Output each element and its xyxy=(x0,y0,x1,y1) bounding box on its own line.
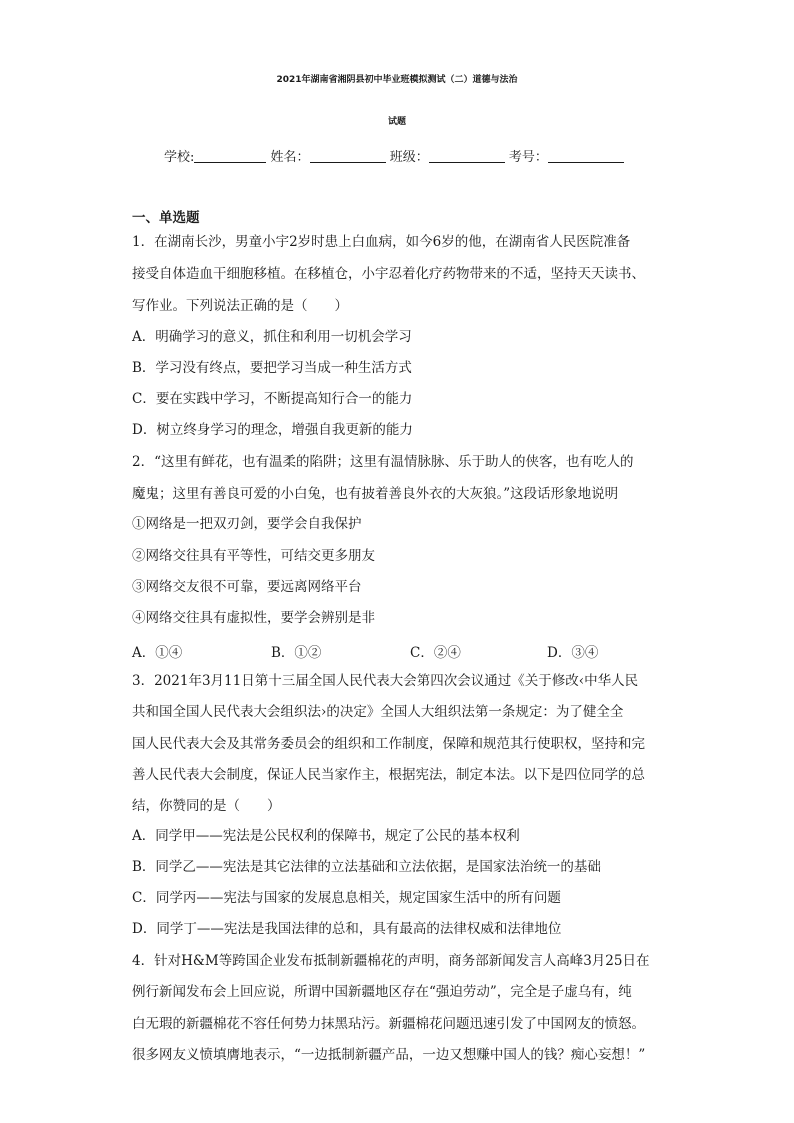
exam-title-continued: 试题 xyxy=(387,117,406,127)
student-info-row xyxy=(164,146,624,165)
q3-option-c[interactable]: C．同学丙——宪法与国家的发展息息相关，规定国家生活中的所有问题 xyxy=(132,890,561,906)
q2-statement-3: ③网络交友很不可靠，要远离网络平台 xyxy=(132,579,362,595)
q3-option-a[interactable]: A．同学甲——宪法是公民权利的保障书，规定了公民的基本权利 xyxy=(132,828,520,844)
q3-stem-line: 国人民代表大会及其常务委员会的组织和工作制度，保障和规范其行使职权，坚持和完 xyxy=(132,736,645,752)
q3-option-b[interactable]: B．同学乙——宪法是其它法律的立法基础和立法依据，是国家法治统一的基础 xyxy=(132,859,601,875)
q2-stem-line: 2．“这里有鲜花，也有温柔的陷阱；这里有温情脉脉、乐于助人的侠客，也有吃人的 xyxy=(132,454,634,470)
q3-stem-line: 结，你赞同的是（ ） xyxy=(132,798,281,814)
q2-statement-2: ②网络交往具有平等性，可结交更多朋友 xyxy=(132,548,375,564)
q4-stem-line: 例行新闻发布会上回应说，所谓中国新疆地区存在“强迫劳动”，完全是子虚乌有，纯 xyxy=(132,984,632,1000)
q2-stem-line: 魔鬼；这里有善良可爱的小白兔，也有披着善良外衣的大灰狼。”这段话形象地说明 xyxy=(132,486,619,502)
school-label: 学校: xyxy=(164,150,195,165)
school-blank[interactable] xyxy=(194,150,266,163)
q3-stem-line: 3．2021年3月11日第十三届全国人民代表大会第四次会议通过《关于修改‹中华人民 xyxy=(132,673,639,689)
class-label: 班级： xyxy=(389,150,429,165)
exam-no-label: 考号： xyxy=(508,150,548,165)
q2-option-c[interactable]: C．②④ xyxy=(410,645,461,661)
q3-stem-line: 共和国全国人民代表大会组织法›的决定》全国人大组织法第一条规定：为了健全全 xyxy=(132,704,624,720)
q2-option-a[interactable]: A．①④ xyxy=(132,645,183,661)
q4-stem-line: 4．针对H&M等跨国企业发布抵制新疆棉花的声明，商务部新闻发言人高峰3月25日在 xyxy=(132,953,650,969)
q2-option-d[interactable]: D．③④ xyxy=(547,645,599,661)
name-label: 姓名： xyxy=(270,150,310,165)
q1-stem-line: 接受自体造血干细胞移植。在移植仓，小宇忍着化疗药物带来的不适，坚持天天读书、 xyxy=(132,266,645,282)
name-blank[interactable] xyxy=(310,150,386,163)
q3-option-d[interactable]: D．同学丁——宪法是我国法律的总和，具有最高的法律权威和法律地位 xyxy=(132,921,562,937)
q1-option-c[interactable]: C．要在实践中学习，不断提高知行合一的能力 xyxy=(132,391,413,407)
class-blank[interactable] xyxy=(429,150,505,163)
q2-statement-1: ①网络是一把双刃剑，要学会自我保护 xyxy=(132,516,362,532)
q1-stem-line: 1．在湖南长沙，男童小宇2岁时患上白血病，如今6岁的他，在湖南省人民医院准备 xyxy=(132,234,631,250)
exam-title: 2021年湖南省湘阴县初中毕业班模拟测试（二）道德与法治 xyxy=(276,75,518,85)
q2-option-b[interactable]: B．①② xyxy=(271,645,322,661)
q2-statement-4: ④网络交往具有虚拟性，要学会辨别是非 xyxy=(132,610,375,626)
q4-stem-line: 很多网友义愤填膺地表示，“一边抵制新疆产品，一边又想赚中国人的钱？痴心妄想！” xyxy=(132,1047,646,1063)
exam-no-blank[interactable] xyxy=(548,150,624,163)
q4-stem-line: 白无瑕的新疆棉花不容任何势力抹黑玷污。新疆棉花问题迅速引发了中国网友的愤怒。 xyxy=(132,1016,645,1032)
q1-option-a[interactable]: A．明确学习的意义，抓住和利用一切机会学习 xyxy=(132,329,412,345)
q1-stem-line: 写作业。下列说法正确的是（ ） xyxy=(132,298,348,314)
q1-option-b[interactable]: B．学习没有终点，要把学习当成一种生活方式 xyxy=(132,360,412,376)
q3-stem-line: 善人民代表大会制度，保证人民当家作主，根据宪法，制定本法。以下是四位同学的总 xyxy=(132,767,645,783)
section-title: 一、单选题 xyxy=(132,210,200,226)
q1-option-d[interactable]: D．树立终身学习的理念，增强自我更新的能力 xyxy=(132,422,413,438)
